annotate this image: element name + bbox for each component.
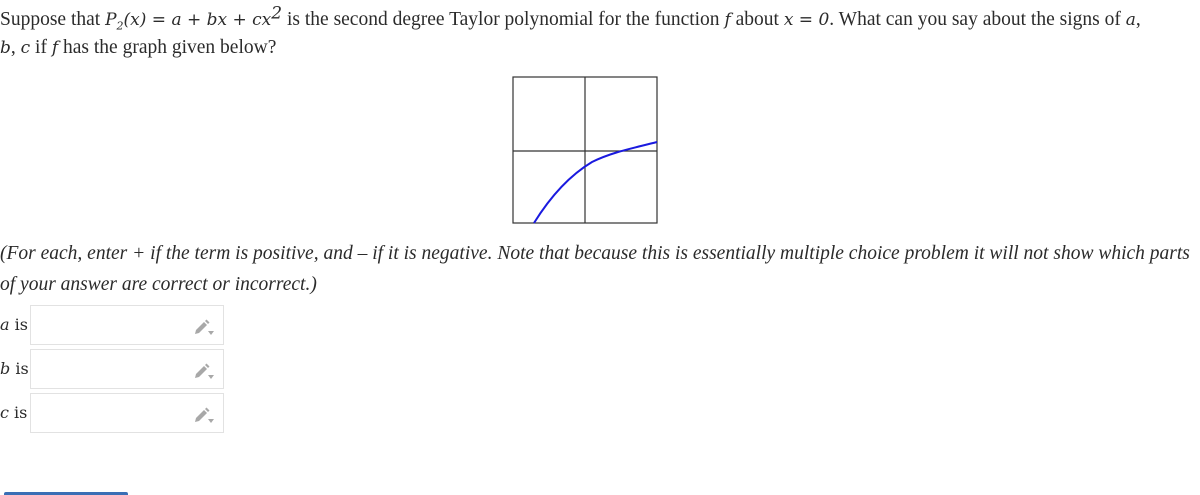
answer-input-a[interactable] [30,305,224,345]
p-symbol: $P_2$ [105,10,124,33]
polynomial-expression: (x) = a + bx + $cx^2$ [123,3,283,30]
answer-label-c: c is [0,403,28,422]
answer-input-c[interactable] [30,393,224,433]
function-graph [512,76,660,226]
pencil-dropdown-icon[interactable] [193,362,215,380]
answer-label-a: a is [0,315,28,334]
pencil-dropdown-icon[interactable] [193,406,215,424]
question-text: Suppose that $P_2(x) = a$ + bx + $cx^2$ is the second degree Taylor polynomial for the function f about x = 0. What can you say about the signs of a, b, c if f has the graph given below? [0,3,1141,58]
answer-row-b [0,349,226,389]
answer-label-b: b is [0,359,29,378]
answer-row-c [0,393,226,433]
answer-input-b[interactable] [30,349,224,389]
instructions-note: (For each, enter + if the term is positive, and – if it is negative. Note that because this is essentially multiple choice problem it will not show which parts of your answer are correct or incorrect.) [0,243,1190,295]
pencil-dropdown-icon[interactable] [193,318,215,336]
answer-row-a [0,305,226,345]
